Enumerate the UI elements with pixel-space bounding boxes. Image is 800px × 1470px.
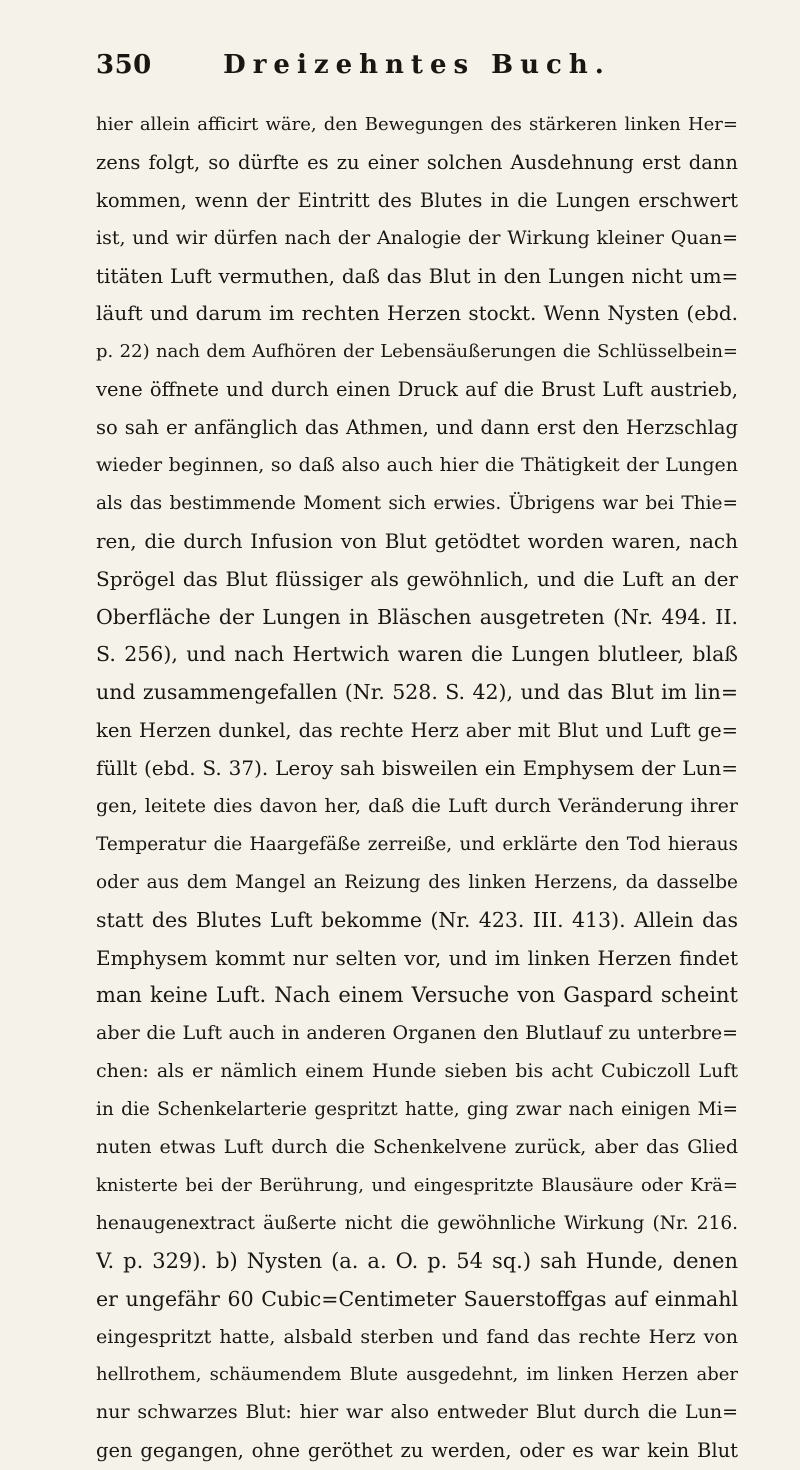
text-line: titäten Luft vermuthen, daß das Blut in den Lungen nicht um= — [96, 263, 738, 288]
text-line: nur schwarzes Blut: hier war also entweder Blut durch die Lun= — [96, 1401, 738, 1424]
text-line: Oberfläche der Lungen in Bläschen ausgetreten (Nr. 494. II. — [96, 604, 738, 629]
text-line: Emphysem kommt nur selten vor, und im linken Herzen findet — [96, 945, 738, 970]
text-line: henaugenextract äußerte nicht die gewöhnliche Wirkung (Nr. 216. — [96, 1212, 738, 1234]
text-line: in die Schenkelarterie gespritzt hatte, ging zwar nach einigen Mi= — [96, 1099, 738, 1121]
text-line: gen gegangen, ohne geröthet zu werden, oder es war kein Blut — [96, 1439, 738, 1463]
text-line: hellrothem, schäumendem Blute ausgedehnt, im linken Herzen aber — [96, 1364, 738, 1386]
text-line: S. 256), und nach Hertwich waren die Lungen blutleer, blaß — [96, 642, 738, 667]
text-line: kommen, wenn der Eintritt des Blutes in die Lungen erschwert — [96, 188, 738, 212]
page-number: 350 — [96, 50, 152, 80]
text-line: Sprögel das Blut flüssiger als gewöhnlich, und die Luft an der — [96, 566, 738, 591]
text-line: füllt (ebd. S. 37). Leroy sah bisweilen ein Emphysem der Lun= — [96, 756, 738, 781]
text-line: ken Herzen dunkel, das rechte Herz aber mit Blut und Luft ge= — [96, 719, 738, 743]
text-line: ren, die durch Infusion von Blut getödtet worden waren, nach — [96, 528, 738, 553]
text-line: er ungefähr 60 Cubic=Centimeter Sauerstoffgas auf einmahl — [96, 1286, 738, 1311]
text-line: nuten etwas Luft durch die Schenkelvene zurück, aber das Glied — [96, 1136, 738, 1159]
text-line: so sah er anfänglich das Athmen, und dann erst den Herzschlag — [96, 416, 738, 440]
text-line: man keine Luft. Nach einem Versuche von Gaspard scheint — [96, 983, 738, 1008]
text-line: p. 22) nach dem Aufhören der Lebensäußerungen die Schlüsselbein= — [96, 341, 738, 363]
text-line: chen: als er nämlich einem Hunde sieben bis acht Cubiczoll Luft — [96, 1060, 738, 1083]
running-head — [96, 50, 738, 90]
text-line: oder aus dem Mangel an Reizung des linken Herzens, da dasselbe — [96, 871, 738, 893]
text-line: wieder beginnen, so daß also auch hier die Thätigkeit der Lungen — [96, 454, 738, 477]
chapter-title: Dreizehntes Buch. — [223, 50, 611, 80]
text-line: eingespritzt hatte, alsbald sterben und fand das rechte Herz von — [96, 1325, 738, 1348]
text-line: ist, und wir dürfen nach der Analogie der Wirkung kleiner Quan= — [96, 226, 738, 249]
text-line: statt des Blutes Luft bekomme (Nr. 423. III. 413). Allein das — [96, 907, 738, 932]
text-line: V. p. 329). b) Nysten (a. a. O. p. 54 sq.) sah Hunde, denen — [96, 1248, 738, 1273]
text-line: als das bestimmende Moment sich erwies. Übrigens war bei Thie= — [96, 492, 738, 514]
body-text — [96, 106, 738, 1470]
text-line: gen, leitete dies davon her, daß die Luft durch Veränderung ihrer — [96, 795, 738, 818]
text-line: aber die Luft auch in anderen Organen den Blutlauf zu unterbre= — [96, 1022, 738, 1045]
text-line: zens folgt, so dürfte es zu einer solchen Ausdehnung erst dann — [96, 150, 738, 174]
text-line: vene öffnete und durch einen Druck auf die Brust Luft austrieb, — [96, 378, 738, 402]
text-line: hier allein afficirt wäre, den Bewegungen des stärkeren linken Her= — [96, 114, 738, 135]
text-line: knisterte bei der Berührung, und eingespritzte Blausäure oder Krä= — [96, 1174, 738, 1196]
text-line: und zusammengefallen (Nr. 528. S. 42), und das Blut im lin= — [96, 680, 738, 705]
text-line: läuft und darum im rechten Herzen stockt. Wenn Nysten (ebd. — [96, 301, 738, 326]
text-line: Temperatur die Haargefäße zerreiße, und erklärte den Tod hieraus — [96, 833, 738, 855]
